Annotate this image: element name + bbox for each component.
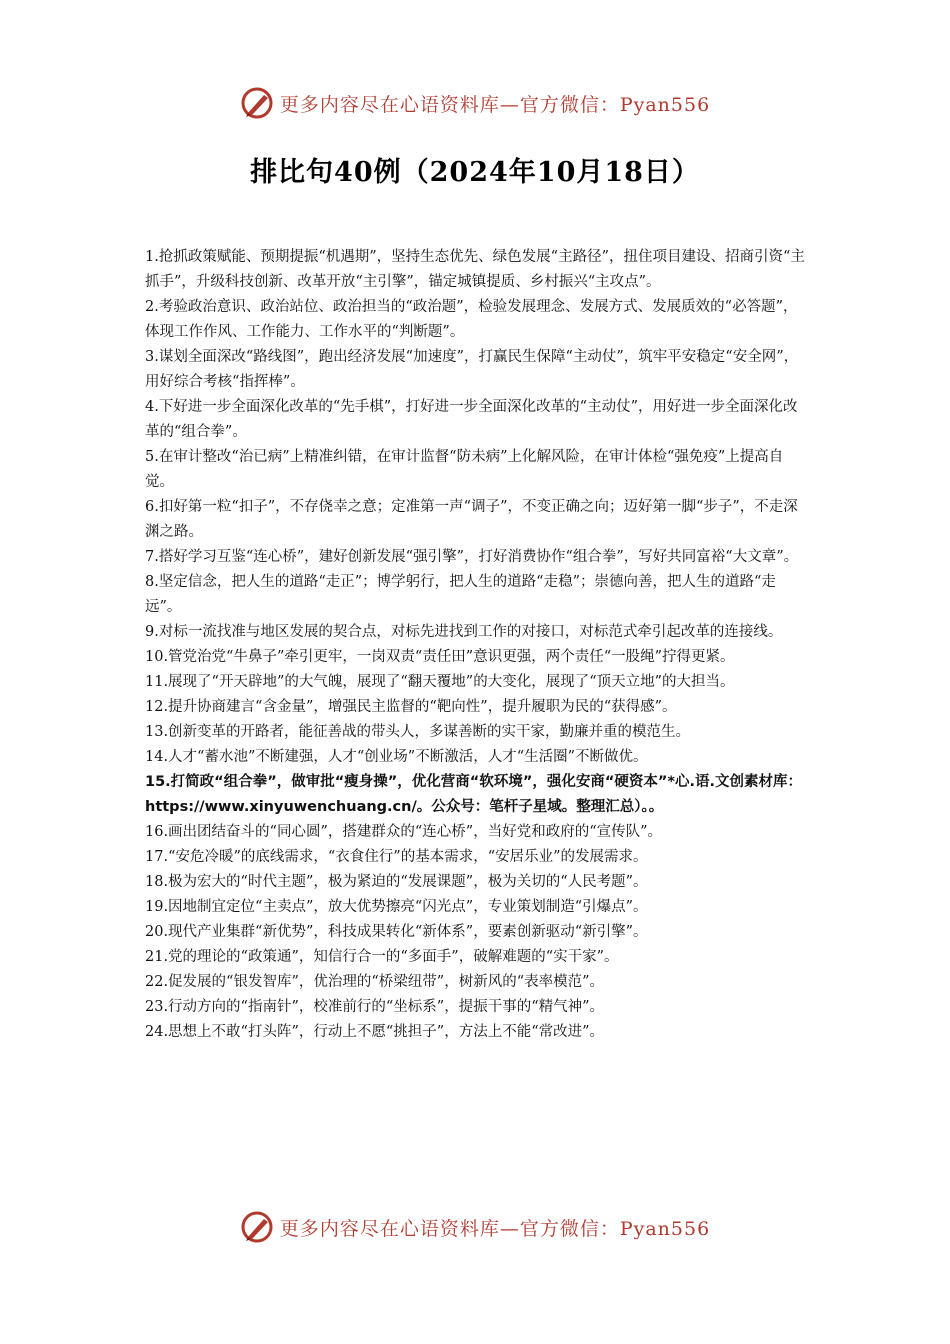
list-item: 4.下好进一步全面深化改革的“先手棋”，打好进一步全面深化改革的“主动仗”，用好进一步全面深化改革的“组合拳”。 — [145, 399, 798, 440]
sentence-list — [145, 245, 807, 1045]
list-item: 16.画出团结奋斗的“同心圆”，搭建群众的“连心桥”，当好党和政府的“宣传队”。 — [145, 824, 663, 840]
list-item: 21.党的理论的“政策通”，知信行合一的“多面手”，破解难题的“实干家”。 — [145, 949, 619, 965]
list-item: 10.管党治党“牛鼻子”牵引更牢，一岗双责“责任田”意识更强，两个责任“一股绳”拧得更紧。 — [145, 649, 735, 665]
list-item: 22.促发展的“银发智库”，优治理的“桥梁纽带”，树新风的“表率模范”。 — [145, 974, 605, 990]
list-item: 24.思想上不敢“打头阵”，行动上不愿“挑担子”，方法上不能“常改进”。 — [145, 1024, 605, 1040]
list-item: 9.对标一流找准与地区发展的契合点，对标先进找到工作的对接口，对标范式牵引起改革的连接线。 — [145, 624, 783, 640]
list-item: 13.创新变革的开路者，能征善战的带头人，多谋善断的实干家，勤廉并重的模范生。 — [145, 724, 691, 740]
list-item: 7.搭好学习互鉴“连心桥”，建好创新发展“强引擎”，打好消费协作“组合拳”，写好共同富裕“大文章”。 — [145, 549, 799, 565]
list-item: 11.展现了“开天辟地”的大气魄，展现了“翻天覆地”的大变化，展现了“顶天立地”的大担当。 — [145, 674, 735, 690]
pen-logo-icon — [240, 1210, 274, 1244]
list-item: 5.在审计整改“治已病”上精准纠错，在审计监督“防未病”上化解风险，在审计体检“强免疫”上提高自觉。 — [145, 449, 784, 490]
list-item: 2.考验政治意识、政治站位、政治担当的“政治题”，检验发展理念、发展方式、发展质效的“必答题”，体现工作作风、工作能力、工作水平的“判断题”。 — [145, 299, 798, 340]
page-title: 排比句40例（2024年10月18日） — [250, 157, 700, 188]
list-item: 15.打简政“组合拳”，做审批“瘦身操”，优化营商“软环境”，强化安商“硬资本”*心.语.文创素材库：https://www.xinyuwenchuang.cn/。公众号：笔杆子星域。整理汇总）。。 — [145, 774, 803, 815]
list-item: 14.人才“蓄水池”不断建强，人才“创业场”不断激活，人才“生活圈”不断做优。 — [145, 749, 648, 765]
list-item: 3.谋划全面深改“路线图”，跑出经济发展“加速度”，打赢民生保障“主动仗”，筑牢平安稳定“安全网”，用好综合考核“指挥棒”。 — [145, 349, 799, 390]
pen-logo-icon — [240, 86, 274, 120]
header-banner — [0, 86, 950, 120]
list-item: 1.抢抓政策赋能、预期提振“机遇期”，坚持生态优先、绿色发展“主路径”，扭住项目建设、招商引资“主抓手”，升级科技创新、改革开放“主引擎”，锚定城镇提质、乡村振兴“主攻点”。 — [145, 249, 805, 290]
footer-banner — [0, 1210, 950, 1244]
footer-banner-text: 更多内容尽在心语资料库—官方微信：Pyan556 — [279, 1217, 711, 1240]
list-item: 12.提升协商建言“含金量”，增强民主监督的“靶向性”，提升履职为民的“获得感”。 — [145, 699, 677, 715]
list-item: 17.“安危冷暖”的底线需求，“衣食住行”的基本需求，“安居乐业”的发展需求。 — [145, 849, 648, 865]
header-banner-text: 更多内容尽在心语资料库—官方微信：Pyan556 — [279, 93, 711, 116]
list-item: 19.因地制宜定位“主卖点”，放大优势擦亮“闪光点”，专业策划制造“引爆点”。 — [145, 899, 648, 915]
list-item: 18.极为宏大的“时代主题”，极为紧迫的“发展课题”，极为关切的“人民考题”。 — [145, 874, 648, 890]
list-item: 23.行动方向的“指南针”，校准前行的“坐标系”，提振干事的“精气神”。 — [145, 999, 605, 1015]
list-item: 20.现代产业集群“新优势”，科技成果转化“新体系”，要素创新驱动“新引擎”。 — [145, 924, 648, 940]
list-item: 6.扣好第一粒“扣子”，不存侥幸之意；定准第一声“调子”，不变正确之向；迈好第一脚“步子”，不走深渊之路。 — [145, 499, 798, 540]
list-item: 8.坚定信念，把人生的道路“走正”；博学躬行，把人生的道路“走稳”；崇德向善，把人生的道路“走远”。 — [145, 574, 776, 615]
